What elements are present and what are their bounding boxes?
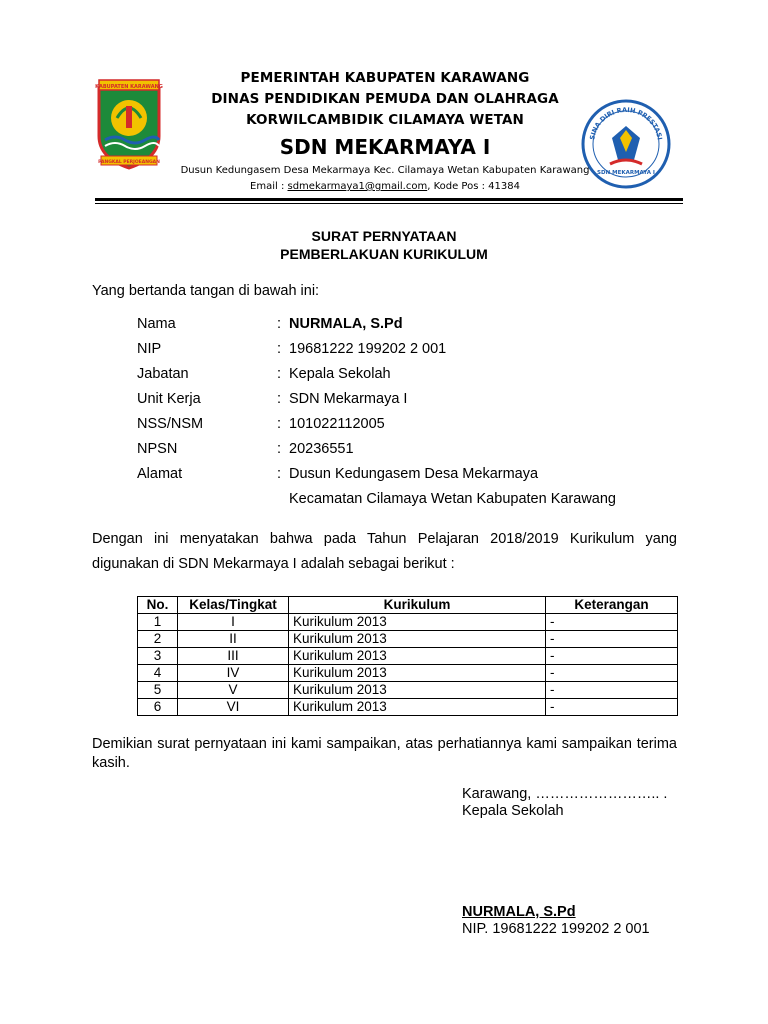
table-cell: III	[178, 648, 289, 665]
document-subtitle: PEMBERLAKUAN KURIKULUM	[280, 246, 488, 262]
signature-nip: NIP. 19681222 199202 2 001	[462, 921, 650, 937]
identity-colon: :	[277, 391, 282, 407]
table-cell: 2	[138, 631, 178, 648]
identity-colon: :	[277, 416, 282, 432]
table-header-row	[138, 597, 678, 614]
identity-value: 19681222 199202 2 001	[289, 341, 447, 357]
identity-value: SDN Mekarmaya I	[289, 391, 408, 407]
contact-line	[160, 179, 610, 195]
kabupaten-karawang-logo	[95, 78, 163, 170]
identity-value: Kecamatan Cilamaya Wetan Kabupaten Karawang	[289, 491, 616, 507]
svg-text:SDN MEKARMAYA I: SDN MEKARMAYA I	[597, 170, 655, 176]
identity-colon: :	[277, 366, 282, 382]
identity-value: NURMALA, S.Pd	[289, 316, 403, 332]
table-cell: IV	[178, 665, 289, 682]
table-row	[138, 648, 678, 665]
svg-text:KABUPATEN KARAWANG: KABUPATEN KARAWANG	[95, 84, 163, 90]
email-link[interactable]: sdmekarmaya1@gmail.com	[287, 181, 428, 192]
svg-text:SINA DIRI RAIH PRESTASI: SINA DIRI RAIH PRESTASI	[588, 105, 664, 141]
table-cell: I	[178, 614, 289, 631]
table-row	[138, 614, 678, 631]
table-cell: 1	[138, 614, 178, 631]
identity-label: Alamat	[137, 466, 183, 482]
identity-colon: :	[277, 316, 282, 332]
table-row	[138, 665, 678, 682]
table-header-cell: Keterangan	[546, 597, 678, 614]
intro-text: Yang bertanda tangan di bawah ini:	[92, 283, 320, 299]
signature-place-date: Karawang, …………………….. .	[462, 786, 668, 802]
table-header-cell: No.	[138, 597, 178, 614]
table-cell: Kurikulum 2013	[289, 648, 546, 665]
table-cell: -	[546, 631, 678, 648]
document-title: SURAT PERNYATAAN	[311, 228, 457, 244]
table-cell: Kurikulum 2013	[289, 631, 546, 648]
letterhead-line-3: KORWILCAMBIDIK CILAMAYA WETAN	[246, 112, 524, 128]
table-row	[138, 631, 678, 648]
letterhead-line-2: DINAS PENDIDIKAN PEMUDA DAN OLAHRAGA	[211, 91, 559, 107]
school-name: SDN MEKARMAYA I	[279, 135, 491, 159]
table-header-cell: Kurikulum	[289, 597, 546, 614]
table-cell: -	[546, 648, 678, 665]
table-row	[138, 682, 678, 699]
svg-text:PANGKAL PERJOEANGAN: PANGKAL PERJOEANGAN	[98, 160, 160, 165]
identity-value: 101022112005	[289, 416, 385, 432]
table-cell: 6	[138, 699, 178, 716]
identity-value: Dusun Kedungasem Desa Mekarmaya	[289, 466, 539, 482]
identity-label: Jabatan	[137, 366, 189, 382]
identity-colon: :	[277, 466, 282, 482]
table-cell: Kurikulum 2013	[289, 682, 546, 699]
table-cell: II	[178, 631, 289, 648]
curriculum-table	[137, 596, 678, 716]
identity-label: NPSN	[137, 441, 178, 457]
table-cell: Kurikulum 2013	[289, 614, 546, 631]
signature-name: NURMALA, S.Pd	[462, 904, 576, 920]
table-cell: 4	[138, 665, 178, 682]
identity-colon: :	[277, 441, 282, 457]
table-header-cell: Kelas/Tingkat	[178, 597, 289, 614]
table-cell: 3	[138, 648, 178, 665]
table-cell: -	[546, 665, 678, 682]
table-cell: VI	[178, 699, 289, 716]
letterhead-line-1: PEMERINTAH KABUPATEN KARAWANG	[240, 70, 530, 86]
table-cell: 5	[138, 682, 178, 699]
identity-value: 20236551	[289, 441, 354, 457]
letterhead	[160, 68, 610, 195]
postal-code: , Kode Pos : 41384	[427, 181, 520, 192]
closing-paragraph: Demikian surat pernyataan ini kami sampaikan, atas perhatiannya kami sampaikan terima kasih.	[92, 736, 677, 771]
identity-colon: :	[277, 341, 282, 357]
table-row	[138, 699, 678, 716]
table-cell: -	[546, 682, 678, 699]
letterhead-divider-thick	[95, 198, 683, 201]
table-cell: -	[546, 699, 678, 716]
identity-value: Kepala Sekolah	[289, 366, 391, 382]
letterhead-divider-thin	[95, 203, 683, 204]
statement-paragraph: Dengan ini menyatakan bahwa pada Tahun Pelajaran 2018/2019 Kurikulum yang digunakan di SDN Mekarmaya I adalah sebagai berikut :	[92, 531, 677, 572]
table-cell: Kurikulum 2013	[289, 699, 546, 716]
identity-label: NIP	[137, 341, 162, 357]
table-cell: Kurikulum 2013	[289, 665, 546, 682]
school-address: Dusun Kedungasem Desa Mekarmaya Kec. Cilamaya Wetan Kabupaten Karawang	[180, 165, 590, 176]
table-cell: V	[178, 682, 289, 699]
table-cell: -	[546, 614, 678, 631]
signature-position: Kepala Sekolah	[462, 803, 564, 819]
identity-label: NSS/NSM	[137, 416, 204, 432]
identity-label: Unit Kerja	[137, 391, 201, 407]
email-label: Email :	[250, 181, 288, 192]
identity-label: Nama	[137, 316, 176, 332]
